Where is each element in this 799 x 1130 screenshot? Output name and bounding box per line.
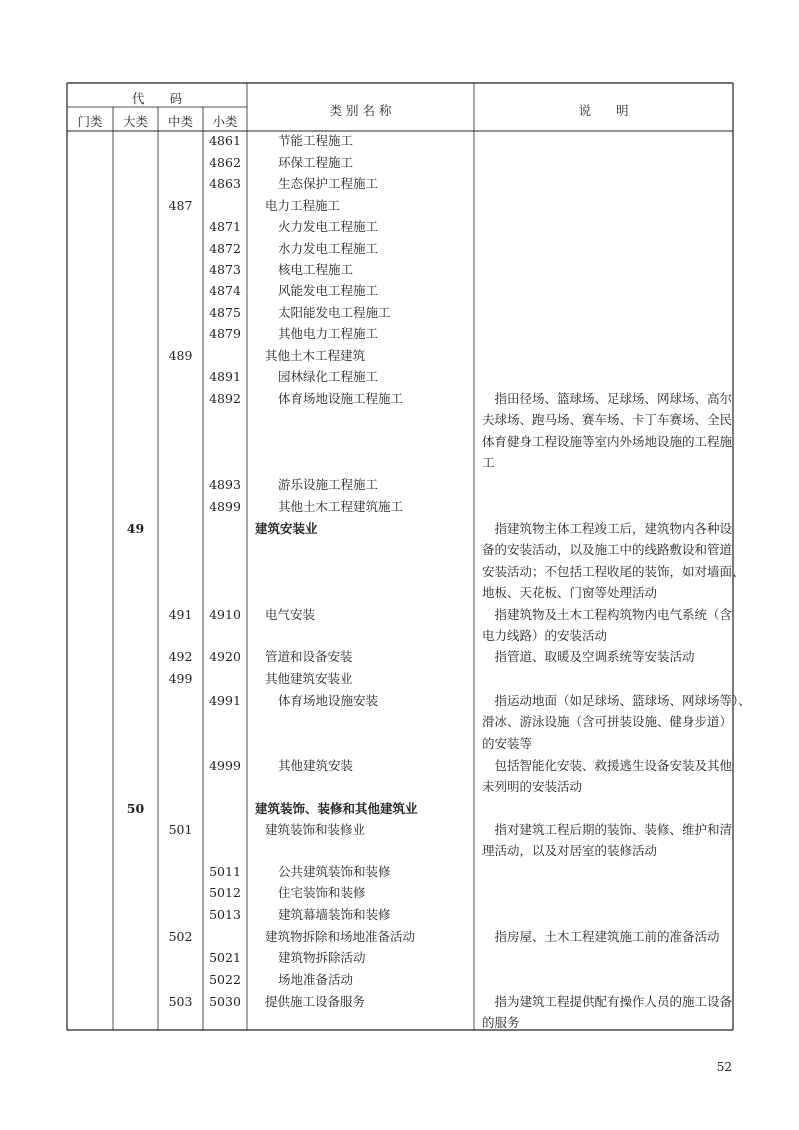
table-row bbox=[0, 280, 799, 301]
description-line: 指建筑物主体工程竣工后，建筑物内各种设 bbox=[482, 521, 733, 536]
minor-code: 4879 bbox=[209, 326, 241, 341]
category-description bbox=[482, 646, 732, 667]
category-name: 提供施工设备服务 bbox=[265, 994, 366, 1009]
category-name: 其他土木工程建筑 bbox=[265, 348, 366, 363]
header-minor: 小类 bbox=[212, 114, 238, 129]
minor-code: 4875 bbox=[209, 305, 241, 320]
category-name: 电力工程施工 bbox=[265, 198, 341, 213]
table-row bbox=[0, 947, 799, 968]
minor-code: 5013 bbox=[209, 907, 241, 922]
minor-code: 4999 bbox=[209, 758, 241, 773]
category-name: 体育场地设施安装 bbox=[278, 693, 379, 708]
table-row bbox=[0, 130, 799, 151]
mid-code: 501 bbox=[168, 822, 193, 837]
mid-code: 492 bbox=[168, 649, 193, 664]
major-code: 49 bbox=[126, 521, 145, 536]
category-name: 公共建筑装饰和装修 bbox=[278, 864, 391, 879]
description-line: 电力线路）的安装活动 bbox=[482, 628, 608, 644]
minor-code: 5022 bbox=[209, 972, 241, 987]
mid-code: 489 bbox=[168, 348, 193, 363]
category-name: 火力发电工程施工 bbox=[278, 219, 379, 234]
category-name: 建筑安装业 bbox=[255, 521, 318, 536]
minor-code: 4874 bbox=[209, 283, 241, 298]
description-line: 地板、天花板、门窗等处理活动 bbox=[482, 584, 658, 600]
description-line: 理活动，以及对居室的装修活动 bbox=[482, 843, 658, 859]
minor-code: 4991 bbox=[209, 693, 241, 708]
page-number: 52 bbox=[716, 1060, 732, 1074]
category-name: 建筑幕墙装饰和装修 bbox=[278, 907, 391, 922]
table-row bbox=[0, 969, 799, 990]
minor-code: 4910 bbox=[209, 607, 241, 622]
table-row bbox=[0, 345, 799, 366]
table-row bbox=[0, 216, 799, 237]
header-major: 大类 bbox=[122, 114, 148, 129]
category-description bbox=[482, 604, 732, 647]
category-name: 风能发电工程施工 bbox=[278, 283, 379, 298]
minor-code: 4861 bbox=[209, 133, 241, 148]
category-name: 环保工程施工 bbox=[278, 155, 354, 170]
table-row bbox=[0, 323, 799, 344]
minor-code: 5021 bbox=[209, 950, 241, 965]
minor-code: 5011 bbox=[209, 864, 241, 879]
category-name: 体育场地设施工程施工 bbox=[278, 391, 404, 406]
category-description bbox=[482, 690, 751, 754]
category-description bbox=[482, 991, 732, 1034]
category-description bbox=[482, 755, 732, 798]
description-line: 安装活动；不包括工程收尾的装饰，如对墙面、 bbox=[482, 563, 745, 579]
table-row bbox=[0, 195, 799, 216]
table-row bbox=[0, 152, 799, 173]
minor-code: 4873 bbox=[209, 262, 241, 277]
table-row bbox=[0, 861, 799, 882]
minor-code: 5012 bbox=[209, 885, 241, 900]
description-line: 未列明的安装活动 bbox=[482, 779, 583, 795]
category-name: 太阳能发电工程施工 bbox=[278, 305, 391, 320]
category-name: 核电工程施工 bbox=[278, 262, 354, 277]
category-name: 电气安装 bbox=[265, 607, 316, 622]
header-door: 门类 bbox=[77, 114, 103, 129]
mid-code: 487 bbox=[168, 198, 193, 213]
header-mid: 中类 bbox=[167, 114, 193, 129]
minor-code: 4892 bbox=[209, 391, 241, 406]
minor-code: 4862 bbox=[209, 155, 241, 170]
table-row bbox=[0, 302, 799, 323]
table-row bbox=[0, 259, 799, 280]
description-line: 指为建筑工程提供配有操作人员的施工设备 bbox=[482, 994, 733, 1009]
minor-code: 4920 bbox=[209, 649, 241, 664]
category-name: 游乐设施工程施工 bbox=[278, 477, 379, 492]
description-line: 指田径场、篮球场、足球场、网球场、高尔 bbox=[482, 391, 733, 406]
mid-code: 502 bbox=[168, 929, 193, 944]
minor-code: 5030 bbox=[209, 994, 241, 1009]
description-line: 工 bbox=[482, 454, 495, 470]
table-row bbox=[0, 882, 799, 903]
category-name: 建筑装饰和装修业 bbox=[265, 822, 366, 837]
minor-code: 4871 bbox=[209, 219, 241, 234]
description-line: 指运动地面（如足球场、篮球场、网球场等）、 bbox=[482, 693, 751, 708]
mid-code: 491 bbox=[168, 607, 193, 622]
category-description bbox=[482, 926, 732, 947]
category-name: 其他建筑安装 bbox=[278, 758, 354, 773]
category-name: 水力发电工程施工 bbox=[278, 241, 379, 256]
category-name: 管道和设备安装 bbox=[265, 649, 353, 664]
category-name: 其他土木工程建筑施工 bbox=[278, 499, 404, 514]
mid-code: 503 bbox=[168, 994, 193, 1009]
category-description bbox=[482, 388, 732, 473]
header-code-title: 代 码 bbox=[131, 91, 182, 106]
description-line: 包括智能化安装、救援逃生设备安装及其他 bbox=[482, 758, 733, 773]
category-name: 建筑物拆除和场地准备活动 bbox=[265, 929, 416, 944]
description-line: 指对建筑工程后期的装饰、装修、维护和清 bbox=[482, 822, 733, 837]
minor-code: 4899 bbox=[209, 499, 241, 514]
table-row bbox=[0, 496, 799, 517]
description-line: 的安装等 bbox=[482, 735, 533, 751]
header-name: 类 别 名 称 bbox=[329, 103, 392, 118]
description-line: 的服务 bbox=[482, 1015, 520, 1031]
table-row bbox=[0, 668, 799, 689]
category-name: 其他电力工程施工 bbox=[278, 326, 379, 341]
category-name: 建筑物拆除活动 bbox=[278, 950, 366, 965]
header-desc: 说 明 bbox=[578, 103, 629, 118]
minor-code: 4893 bbox=[209, 477, 241, 492]
category-name: 其他建筑安装业 bbox=[265, 671, 353, 686]
description-line: 夫球场、跑马场、赛车场、卡丁车赛场、全民 bbox=[482, 412, 733, 428]
description-line: 指房屋、土木工程建筑施工前的准备活动 bbox=[482, 929, 720, 944]
category-name: 生态保护工程施工 bbox=[278, 176, 379, 191]
category-description bbox=[482, 819, 732, 862]
mid-code: 499 bbox=[168, 671, 193, 686]
table-row bbox=[0, 366, 799, 387]
description-line: 体育健身工程设施等室内外场地设施的工程施 bbox=[482, 433, 733, 449]
category-description bbox=[482, 518, 745, 603]
table-row bbox=[0, 238, 799, 259]
category-name: 园林绿化工程施工 bbox=[278, 369, 379, 384]
table-row bbox=[0, 474, 799, 495]
description-line: 指建筑物及土木工程构筑物内电气系统（含 bbox=[482, 607, 733, 622]
table-row bbox=[0, 798, 799, 819]
description-line: 备的安装活动，以及施工中的线路敷设和管道 bbox=[482, 542, 733, 558]
category-name: 建筑装饰、装修和其他建筑业 bbox=[255, 801, 418, 816]
table-row bbox=[0, 904, 799, 925]
category-name: 节能工程施工 bbox=[278, 133, 354, 148]
table-row bbox=[0, 173, 799, 194]
description-line: 指管道、取暖及空调系统等安装活动 bbox=[482, 649, 695, 664]
category-name: 住宅装饰和装修 bbox=[278, 885, 366, 900]
major-code: 50 bbox=[126, 801, 145, 816]
minor-code: 4891 bbox=[209, 369, 241, 384]
description-line: 滑冰、游泳设施（含可拼装设施、健身步道） bbox=[482, 714, 733, 730]
minor-code: 4872 bbox=[209, 241, 241, 256]
category-name: 场地准备活动 bbox=[278, 972, 354, 987]
minor-code: 4863 bbox=[209, 176, 241, 191]
